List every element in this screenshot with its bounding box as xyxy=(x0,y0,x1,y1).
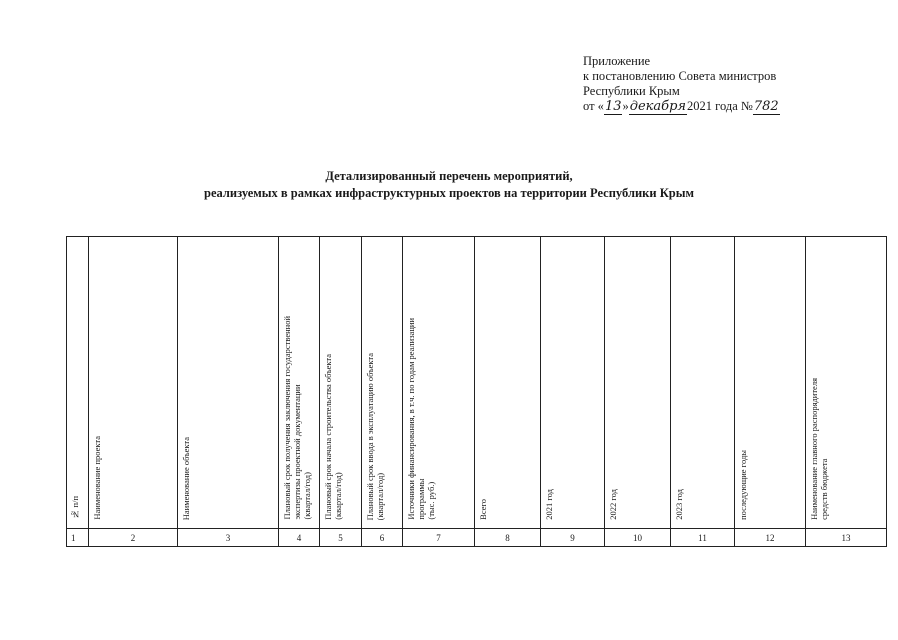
date-year-text: 2021 года № xyxy=(687,99,753,113)
header-text-2023: 2023 год xyxy=(674,489,684,520)
appendix-block xyxy=(583,54,780,115)
header-text-funding-sources: Источники финансирования, в т.ч. по годам реализации программы (тыс. руб.) xyxy=(406,318,436,520)
header-cell xyxy=(178,237,279,529)
title-line-2: реализуемых в рамках инфраструктурных проектов на территории Республики Крым xyxy=(204,186,694,200)
table-number-row xyxy=(67,529,887,547)
header-text-budget-manager: Наименование главного распорядителя средств бюджета xyxy=(809,378,829,520)
header-cell xyxy=(605,237,671,529)
header-cell xyxy=(475,237,541,529)
column-number: 3 xyxy=(178,529,279,547)
header-cell xyxy=(279,237,320,529)
date-day: 13 xyxy=(604,99,622,114)
column-number: 13 xyxy=(806,529,887,547)
column-number: 8 xyxy=(475,529,541,547)
appendix-line-2: к постановлению Совета министров xyxy=(583,69,777,83)
column-number: 11 xyxy=(671,529,735,547)
header-text-object-name: Наименование объекта xyxy=(181,436,191,520)
document-title xyxy=(0,168,898,202)
date-day-close: » xyxy=(622,99,629,113)
header-text-subsequent-years: последующие годы xyxy=(738,450,748,520)
header-text-row-number: № п/п xyxy=(70,496,80,520)
column-number: 2 xyxy=(89,529,178,547)
decree-number: 782 xyxy=(753,99,779,114)
header-cell xyxy=(806,237,887,529)
column-number: 9 xyxy=(541,529,605,547)
column-number: 6 xyxy=(362,529,403,547)
measures-table xyxy=(66,236,887,547)
header-text-2021: 2021 год xyxy=(544,489,554,520)
header-text-project-name: Наименование проекта xyxy=(92,436,102,520)
appendix-date-line xyxy=(583,99,780,115)
header-cell xyxy=(320,237,362,529)
title-line-1: Детализированный перечень мероприятий, xyxy=(325,169,573,183)
header-text-commissioning-date: Плановый срок ввода в эксплуатацию объекта (квартал/год) xyxy=(365,352,385,520)
column-number: 7 xyxy=(403,529,475,547)
header-text-expertise-date: Плановый срок получения заключения государственной экспертизы проектной документации (квартал/год) xyxy=(282,316,312,520)
header-text-total: Всего xyxy=(478,499,488,520)
column-number: 10 xyxy=(605,529,671,547)
appendix-line-1: Приложение xyxy=(583,54,651,68)
table-header-row xyxy=(67,237,887,529)
column-number: 1 xyxy=(67,529,89,547)
header-cell xyxy=(671,237,735,529)
header-cell xyxy=(541,237,605,529)
date-prefix: от « xyxy=(583,99,604,113)
header-cell xyxy=(89,237,178,529)
appendix-line-3: Республики Крым xyxy=(583,84,680,98)
header-cell xyxy=(403,237,475,529)
column-number: 12 xyxy=(735,529,806,547)
column-number: 4 xyxy=(279,529,320,547)
header-text-construction-start: Плановый срок начала строительства объекта (квартал/год) xyxy=(323,354,343,520)
header-cell xyxy=(67,237,89,529)
date-month: декабря xyxy=(629,99,687,114)
header-text-2022: 2022 год xyxy=(608,489,618,520)
header-cell xyxy=(735,237,806,529)
column-number: 5 xyxy=(320,529,362,547)
header-cell xyxy=(362,237,403,529)
